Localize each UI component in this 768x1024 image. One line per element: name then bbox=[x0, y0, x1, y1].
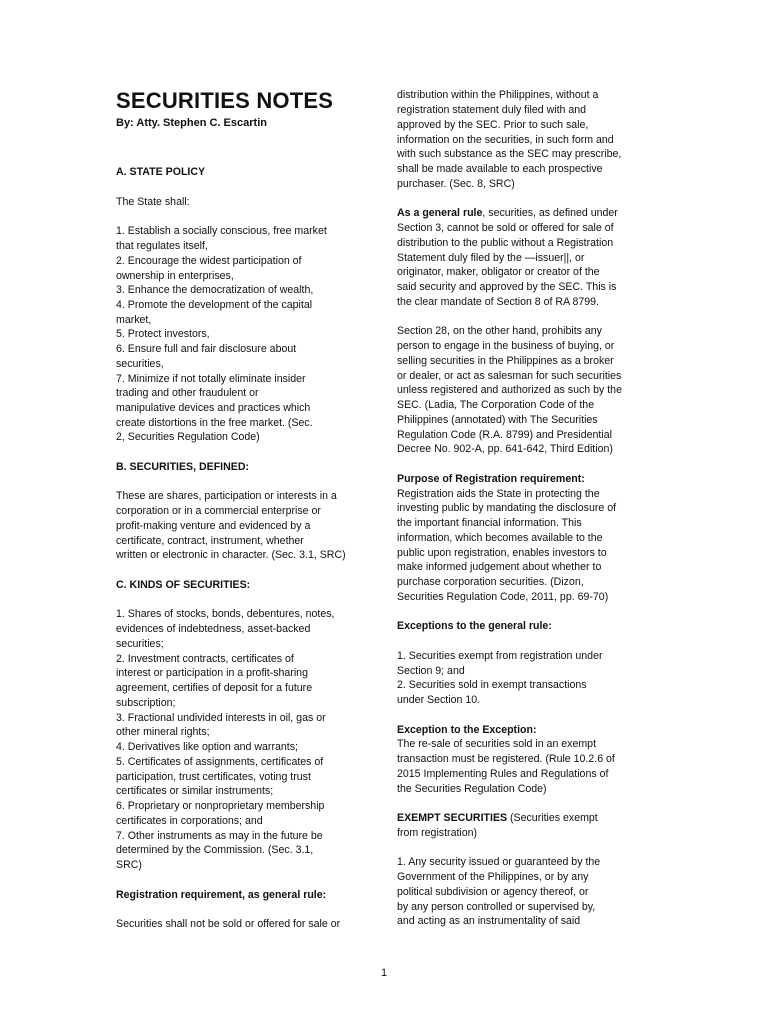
right-column-line: person to engage in the business of buying, or bbox=[397, 340, 615, 352]
right-column-line: information, which becomes available to the bbox=[397, 532, 603, 544]
right-column-line: from registration) bbox=[397, 827, 478, 839]
left-column-line: 4. Derivatives like option and warrants; bbox=[116, 741, 298, 753]
left-column-line: interest or participation in a profit-sharing bbox=[116, 667, 308, 679]
left-column-line: securities; bbox=[116, 638, 164, 650]
right-column-line: Philippines (annotated) with The Securities bbox=[397, 414, 598, 426]
left-column-line: 4. Promote the development of the capital bbox=[116, 299, 313, 311]
text-run: (Securities exempt bbox=[507, 812, 598, 824]
left-column-line: Securities shall not be sold or offered for sale or bbox=[116, 918, 341, 930]
right-column-line: Registration aids the State in protecting the bbox=[397, 488, 600, 500]
right-column-line: SEC. (Ladia, The Corporation Code of the bbox=[397, 399, 595, 411]
left-column-line: certificates or similar instruments; bbox=[116, 785, 274, 797]
right-column-line: The re-sale of securities sold in an exempt bbox=[397, 738, 597, 750]
left-column-line: evidences of indebtedness, asset-backed bbox=[116, 623, 311, 635]
left-column-line: 3. Enhance the democratization of wealth, bbox=[116, 284, 314, 296]
right-column-line: transaction must be registered. (Rule 10.2.6 of bbox=[397, 753, 615, 765]
right-column-line: by any person controlled or supervised by, bbox=[397, 901, 596, 913]
left-column-line: trading and other fraudulent or bbox=[116, 387, 259, 399]
page-number: 1 bbox=[380, 967, 388, 979]
left-column-line: These are shares, participation or interests in a bbox=[116, 490, 337, 502]
right-column-line: Statement duly filed by the —issuer||, or bbox=[397, 252, 585, 264]
document-title: SECURITIES NOTES bbox=[116, 88, 334, 113]
left-column-line: 7. Other instruments as may in the future be bbox=[116, 830, 323, 842]
left-column-line: market, bbox=[116, 314, 152, 326]
left-column-line: 6. Ensure full and fair disclosure about bbox=[116, 343, 297, 355]
right-column-line: Section 28, on the other hand, prohibits any bbox=[397, 325, 602, 337]
left-column-line: securities, bbox=[116, 358, 164, 370]
left-column-line: 5. Protect investors, bbox=[116, 328, 210, 340]
left-column-line: 1. Shares of stocks, bonds, debentures, notes, bbox=[116, 608, 335, 620]
right-column-line: 2015 Implementing Rules and Regulations of bbox=[397, 768, 609, 780]
left-column-line: 3. Fractional undivided interests in oil, gas or bbox=[116, 712, 326, 724]
left-column-line: profit-making venture and evidenced by a bbox=[116, 520, 311, 532]
left-column-line: The State shall: bbox=[116, 196, 190, 208]
left-column-line: determined by the Commission. (Sec. 3.1, bbox=[116, 844, 314, 856]
right-column-line bbox=[397, 206, 618, 221]
left-column-line: C. KINDS OF SECURITIES: bbox=[116, 579, 251, 591]
right-column-line: selling securities in the Philippines as a broker bbox=[397, 355, 614, 367]
text-run: As a general rule bbox=[397, 207, 483, 219]
left-column-line: 6. Proprietary or nonproprietary membership bbox=[116, 800, 325, 812]
right-column-line: Exceptions to the general rule: bbox=[397, 620, 552, 632]
left-column-line: agreement, certifies of deposit for a future bbox=[116, 682, 313, 694]
left-column-line: 2. Encourage the widest participation of bbox=[116, 255, 302, 267]
left-column-line: SRC) bbox=[116, 859, 142, 871]
right-column-line: registration statement duly filed with and bbox=[397, 104, 587, 116]
left-column-line: create distortions in the free market. (Sec. bbox=[116, 417, 313, 429]
right-column-line: distribution to the public without a Registration bbox=[397, 237, 614, 249]
left-column-line: A. STATE POLICY bbox=[116, 166, 206, 178]
right-column-line: the clear mandate of Section 8 of RA 8799. bbox=[397, 296, 599, 308]
left-column-line: 5. Certificates of assignments, certificates of bbox=[116, 756, 324, 768]
right-column-line: information on the securities, in such form and bbox=[397, 134, 614, 146]
left-column-line: certificates in corporations; and bbox=[116, 815, 263, 827]
left-column-line: certificate, contract, instrument, whether bbox=[116, 535, 304, 547]
right-column-line: originator, maker, obligator or creator of the bbox=[397, 266, 600, 278]
right-column-line: Purpose of Registration requirement: bbox=[397, 473, 585, 485]
right-column-line: unless registered and authorized as such by the bbox=[397, 384, 622, 396]
left-column-line: B. SECURITIES, DEFINED: bbox=[116, 461, 250, 473]
left-column-line: 1. Establish a socially conscious, free market bbox=[116, 225, 327, 237]
right-column-line: Exception to the Exception: bbox=[397, 724, 537, 736]
right-column-line: make informed judgement about whether to bbox=[397, 561, 602, 573]
left-column-line: Registration requirement, as general rule: bbox=[116, 889, 327, 901]
right-column-line: Section 3, cannot be sold or offered for sale of bbox=[397, 222, 614, 234]
right-column-line: 2. Securities sold in exempt transactions bbox=[397, 679, 587, 691]
right-column-line: 1. Securities exempt from registration under bbox=[397, 650, 603, 662]
right-column-line: Government of the Philippines, or by any bbox=[397, 871, 589, 883]
text-run: , securities, as defined under bbox=[482, 207, 618, 219]
right-column-line: shall be made available to each prospective bbox=[397, 163, 603, 175]
right-column-line: the Securities Regulation Code) bbox=[397, 783, 547, 795]
right-column-line: Securities Regulation Code, 2011, pp. 69-70) bbox=[397, 591, 609, 603]
right-column-line: investing public by mandating the disclosure of bbox=[397, 502, 617, 514]
right-column-line bbox=[397, 811, 598, 826]
right-column-line: approved by the SEC. Prior to such sale, bbox=[397, 119, 589, 131]
right-column-line: Section 9; and bbox=[397, 665, 465, 677]
left-column-line: written or electronic in character. (Sec. 3.1, SRC) bbox=[116, 549, 346, 561]
right-column-line: and acting as an instrumentality of said bbox=[397, 915, 581, 927]
right-column-line: purchaser. (Sec. 8, SRC) bbox=[397, 178, 515, 190]
right-column-line: said security and approved by the SEC. This is bbox=[397, 281, 617, 293]
left-column-line: other mineral rights; bbox=[116, 726, 210, 738]
author-byline: By: Atty. Stephen C. Escartin bbox=[116, 117, 267, 129]
right-column-line: purchase corporation securities. (Dizon, bbox=[397, 576, 584, 588]
left-column-line: 7. Minimize if not totally eliminate insider bbox=[116, 373, 306, 385]
right-column-line: the important financial information. This bbox=[397, 517, 582, 529]
left-column-line: corporation or in a commercial enterprise or bbox=[116, 505, 321, 517]
left-column-line: ownership in enterprises, bbox=[116, 270, 234, 282]
right-column-line: distribution within the Philippines, without a bbox=[397, 89, 599, 101]
left-column-line: that regulates itself, bbox=[116, 240, 208, 252]
right-column-line: public upon registration, enables investors to bbox=[397, 547, 607, 559]
left-column-line: manipulative devices and practices which bbox=[116, 402, 311, 414]
right-column-line: Decree No. 902-A, pp. 641-642, Third Edition) bbox=[397, 443, 613, 455]
right-column-line: 1. Any security issued or guaranteed by the bbox=[397, 856, 601, 868]
right-column-line: under Section 10. bbox=[397, 694, 481, 706]
right-column-line: or dealer, or act as salesman for such securities bbox=[397, 370, 622, 382]
left-column-line: subscription; bbox=[116, 697, 176, 709]
left-column-line: participation, trust certificates, voting trust bbox=[116, 771, 311, 783]
right-column-line: political subdivision or agency thereof, or bbox=[397, 886, 589, 898]
left-column-line: 2. Investment contracts, certificates of bbox=[116, 653, 294, 665]
right-column-line: Regulation Code (R.A. 8799) and Presidential bbox=[397, 429, 612, 441]
text-run: EXEMPT SECURITIES bbox=[397, 812, 508, 824]
right-column-line: with such substance as the SEC may prescribe, bbox=[397, 148, 622, 160]
left-column-line: 2, Securities Regulation Code) bbox=[116, 431, 260, 443]
